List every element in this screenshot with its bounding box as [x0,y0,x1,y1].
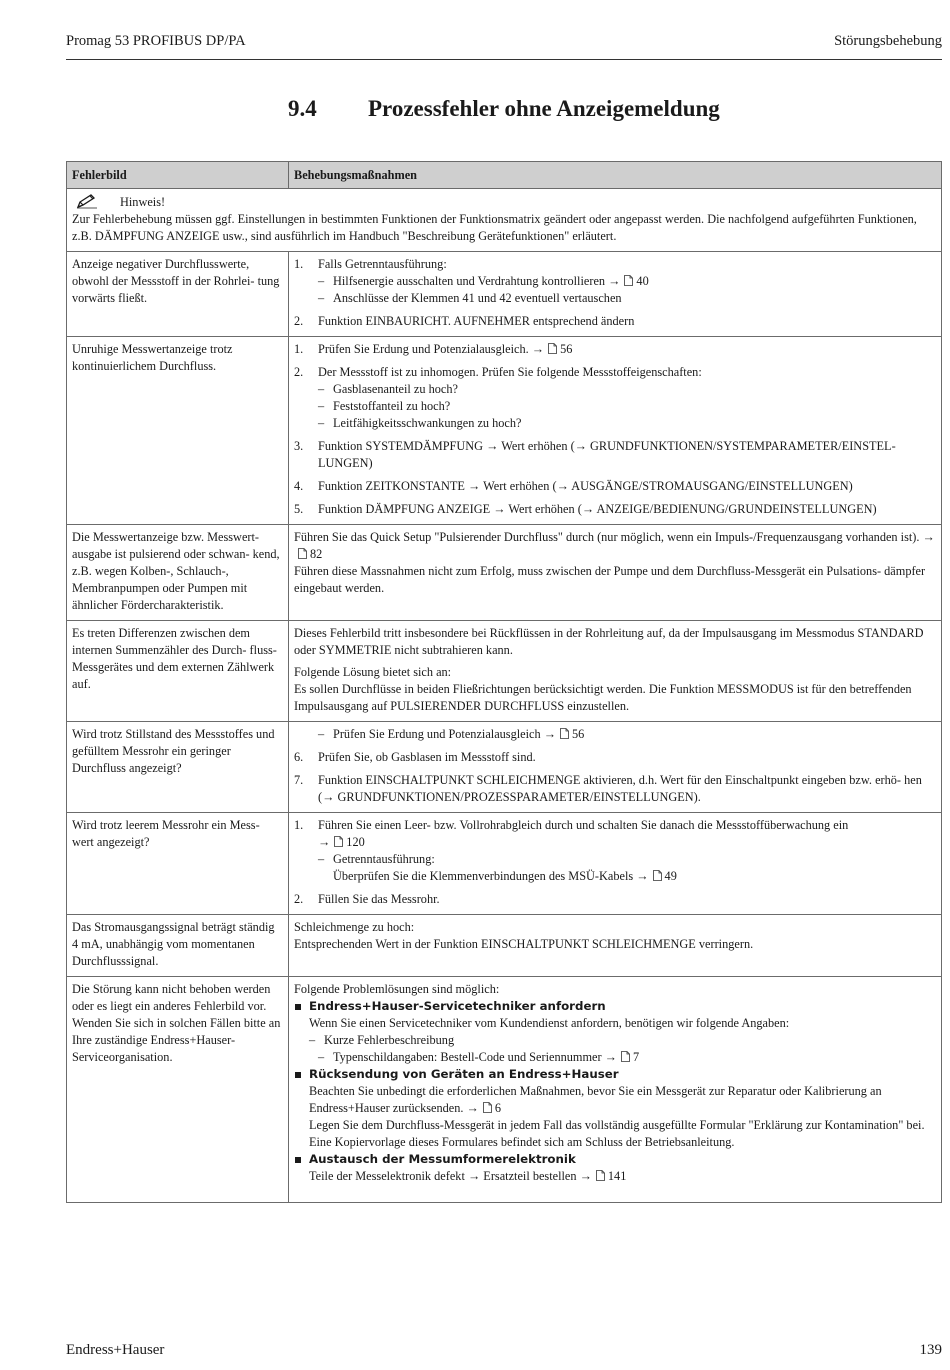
page-reference-icon [596,1170,605,1181]
problem-cell: Die Messwertanzeige bzw. Messwert- ausgabe ist pulsierend oder schwan- kend, z.B. wegen Kolben-, Schlauch-, Membranpumpen oder Pumpen mit ähnlicher Fördercharakteristik. [67,525,289,621]
problem-cell: Wird trotz Stillstand des Messstoffes und gefülltem Messrohr ein geringer Durchfluss angezeigt? [67,722,289,813]
page-reference-icon [624,275,633,286]
step-text: Leitfähigkeitsschwankungen zu hoch? [333,416,522,430]
list-item: – Anschlüsse der Klemmen 41 und 42 eventuell vertauschen [318,291,622,305]
step-number: 2. [294,314,304,328]
step-text: Funktion DÄMPFUNG ANZEIGE → Wert erhöhen (→ ANZEIGE/BEDIENUNG/GRUNDEINSTELLUNGEN) [318,502,877,516]
step-number: 1. [294,257,304,271]
troubleshooting-table [66,161,942,1203]
page-header [66,33,942,60]
list-item [294,256,936,307]
list-item: – Hilfsenergie ausschalten und Verdrahtung kontrollieren → 40 [318,274,649,288]
remedy-text: Wenn Sie einen Servicetechniker vom Kundendienst anfordern, benötigen wir folgende Angaben: [309,1016,790,1030]
table-row [67,525,942,621]
list-item [294,891,936,908]
table-row [67,621,942,722]
page-reference: 40 [636,274,649,288]
table-row [67,915,942,977]
problem-cell: Das Stromausgangssignal beträgt ständig 4 mA, unabhängig vom momentanen Durchflusssignal. [67,915,289,977]
page-reference: 49 [664,869,677,883]
step-text: Prüfen Sie, ob Gasblasen im Messstoff sind. [318,750,536,764]
page-reference: 56 [560,342,573,356]
page-reference-icon [548,343,557,354]
remedy-text: Dieses Fehlerbild tritt insbesondere bei Rückflüssen in der Rohrleitung auf, da der Impulsausgang im Messmodus STANDARD oder SYMMETRIE nicht subtrahieren kann. [294,626,924,657]
step-number: 1. [294,818,304,832]
table-row [67,722,942,813]
step-text: Funktion EINSCHALTPUNKT SCHLEICHMENGE aktivieren, d.h. Wert für den Einschaltpunkt eingeben bzw. erhö- hen (→ GRUNDFUNKTIONEN/PROZESSPARAMETER/EINSTELLUNGEN). [318,773,922,804]
problem-cell: Anzeige negativer Durchflusswerte, obwohl der Messstoff in der Rohrlei- tung vorwärts fließt. [67,252,289,337]
problem-cell: Wird trotz leerem Messrohr ein Mess- wert angezeigt? [67,813,289,915]
column-header-remedy: Behebungsmaßnahmen [289,162,942,189]
remedy-text: Folgende Lösung bietet sich an: [294,665,452,679]
section-heading [288,96,720,122]
page-reference-icon [653,870,662,881]
page-reference-icon [560,728,569,739]
step-text: Funktion SYSTEMDÄMPFUNG → Wert erhöhen (→ GRUNDFUNKTIONEN/SYSTEMPARAMETER/EINSTEL- LUNGEN) [318,439,896,470]
step-number: 2. [294,365,304,379]
list-item [294,749,936,766]
footer-company: Endress+Hauser [66,1342,165,1358]
remedy-text: Es sollen Durchflüsse in beiden Fließrichtungen berücksichtigt werden. Die Funktion MESSMODUS ist für den betreffenden Impulsausgang auf PULSIERENDER DURCHFLUSS einzustellen. [294,682,912,713]
bullet-icon [295,1072,301,1078]
problem-cell: Unruhige Messwertanzeige trotz kontinuierlichem Durchfluss. [67,337,289,525]
problem-text: Die Störung kann nicht behoben werden oder es liegt ein anderes Fehlerbild vor. [72,982,271,1013]
list-item [294,772,936,806]
list-item: – Feststoffanteil zu hoch? [318,399,451,413]
list-item [294,501,936,518]
list-item: – Gasblasenanteil zu hoch? [318,382,458,396]
step-text: Funktion ZEITKONSTANTE → Wert erhöhen (→ AUSGÄNGE/STROMAUSGANG/EINSTELLUNGEN) [318,479,853,493]
page-reference-icon [298,548,307,559]
table-row [67,337,942,525]
list-item [294,817,936,885]
step-text: Getrenntausführung: [333,852,435,866]
step-number: 3. [294,439,304,453]
remedy-text: Führen diese Massnahmen nicht zum Erfolg, muss zwischen der Pumpe und dem Durchfluss-Messgerät ein Pulsations- dämpfer eingebaut werden. [294,564,926,595]
list-item [294,478,936,495]
list-item [294,1066,936,1151]
remedy-text: Folgende Problemlösungen sind möglich: [294,982,500,996]
step-text: Kurze Fehlerbeschreibung [324,1033,455,1047]
table-row [67,252,942,337]
section-number: 9.4 [288,96,317,121]
list-item: – Leitfähigkeitsschwankungen zu hoch? [318,416,522,430]
bullet-icon [295,1157,301,1163]
page-reference-icon [334,836,343,847]
step-text: Anschlüsse der Klemmen 41 und 42 eventuell vertauschen [333,291,622,305]
remedy-text: Führen Sie das Quick Setup "Pulsierender Durchfluss" durch (nur möglich, wenn ein Impuls-/Frequenzausgang vorhanden ist). → [294,530,935,544]
remedy-cell [289,525,942,621]
step-text: Prüfen Sie Erdung und Potenzialausgleich. → [318,342,545,356]
step-text: Typenschildangaben: Bestell-Code und Seriennummer → [333,1050,617,1064]
problem-cell [67,977,289,1203]
table-row [67,977,942,1203]
list-item: – Kurze Fehlerbeschreibung [309,1033,455,1047]
page-reference: 120 [346,835,365,849]
list-item [294,1151,936,1185]
table-row [67,813,942,915]
page-number: 139 [919,1342,942,1358]
remedy-text: Teile der Messelektronik defekt → Ersatzteil bestellen → [309,1169,592,1183]
note-label: Hinweis! [120,195,166,209]
table-header-row [67,162,942,189]
step-number: 2. [294,892,304,906]
list-item [294,364,936,432]
step-number: 6. [294,750,304,764]
page-reference: 6 [494,1101,501,1115]
remedy-cell [289,722,942,813]
step-number: 4. [294,479,304,493]
page-reference: 82 [310,547,323,561]
problem-cell: Es treten Differenzen zwischen dem internen Summenzähler des Durch- fluss- Messgerätes und dem externen Zählwerk auf. [67,621,289,722]
problem-text: Wenden Sie sich in solchen Fällen bitte an Ihre zuständige Endress+Hauser- Serviceorganisation. [72,1016,281,1064]
column-header-problem: Fehlerbild [67,162,289,189]
step-text: Überprüfen Sie die Klemmenverbindungen des MSÜ-Kabels → [333,869,649,883]
bullet-heading: Endress+Hauser-Servicetechniker anfordern [309,999,606,1013]
step-text: Führen Sie einen Leer- bzw. Vollrohrabgleich durch und schalten Sie danach die Messstoffüberwachung ein [318,818,849,832]
remedy-cell [289,621,942,722]
step-number: 7. [294,773,304,787]
remedy-text: Beachten Sie unbedingt die erforderlichen Maßnahmen, bevor Sie ein Messgerät zur Reparatur oder Kalibrierung an Endress+Hauser zurücksenden. → [309,1084,882,1115]
step-text: Füllen Sie das Messrohr. [318,892,440,906]
bullet-icon [295,1004,301,1010]
list-item [294,341,936,358]
remedy-cell [289,813,942,915]
step-text: Prüfen Sie Erdung und Potenzialausgleich → [333,727,557,741]
bullet-heading: Rücksendung von Geräten an Endress+Hauser [309,1067,619,1081]
remedy-text: Entsprechenden Wert in der Funktion EINSCHALTPUNKT SCHLEICHMENGE verringern. [294,937,754,951]
step-text: Funktion EINBAURICHT. AUFNEHMER entsprechend ändern [318,314,635,328]
remedy-text: Schleichmenge zu hoch: [294,920,415,934]
arrow-icon: → [318,835,331,849]
list-item [294,998,936,1066]
header-section-title: Störungsbehebung [834,33,942,49]
step-text: Gasblasenanteil zu hoch? [333,382,458,396]
remedy-cell [289,337,942,525]
list-item: – Getrenntausführung: Überprüfen Sie die Klemmenverbindungen des MSÜ-Kabels → 49 [318,852,677,883]
step-text: Der Messstoff ist zu inhomogen. Prüfen Sie folgende Messstoffeigenschaften: [318,365,702,379]
note-text: Zur Fehlerbehebung müssen ggf. Einstellungen in bestimmten Funktionen der Funktionsmatrix geändert oder angepasst werden. Die nachfolgend aufgeführten Funktionen, z.B. DÄMPFUNG ANZEIGE usw., sind ausführlich im Handbuch "Beschreibung Gerätefunktionen" erläutert. [72,212,917,243]
list-item [294,313,936,330]
step-number: 5. [294,502,304,516]
step-number: 1. [294,342,304,356]
pencil-note-icon [76,193,98,209]
page-reference: 141 [607,1169,627,1183]
remedy-cell [289,915,942,977]
step-text: Falls Getrenntausführung: [318,257,447,271]
note-cell [67,189,942,252]
section-title: Prozessfehler ohne Anzeigemeldung [368,96,720,121]
list-item [294,438,936,472]
page-reference: 56 [572,727,585,741]
note-row [67,189,942,252]
list-item: – Prüfen Sie Erdung und Potenzialausgleich → 56 [318,727,585,741]
page-reference-icon [483,1102,492,1113]
step-text: Feststoffanteil zu hoch? [333,399,451,413]
list-item: – Typenschildangaben: Bestell-Code und Seriennummer → 7 [318,1050,640,1064]
step-text: Hilfsenergie ausschalten und Verdrahtung kontrollieren → [333,274,621,288]
remedy-text: Legen Sie dem Durchfluss-Messgerät in jedem Fall das vollständig ausgefüllte Formular "Erklärung zur Kontamination" bei. Eine Kopiervorlage dieses Formulares befindet sich am Schluss der Betriebsanleitung. [309,1118,925,1149]
page-reference: 7 [632,1050,640,1064]
header-document-title: Promag 53 PROFIBUS DP/PA [66,33,246,49]
page-reference-icon [621,1051,630,1062]
list-item [294,726,936,743]
remedy-cell [289,977,942,1203]
remedy-cell [289,252,942,337]
bullet-heading: Austausch der Messumformerelektronik [309,1152,576,1166]
